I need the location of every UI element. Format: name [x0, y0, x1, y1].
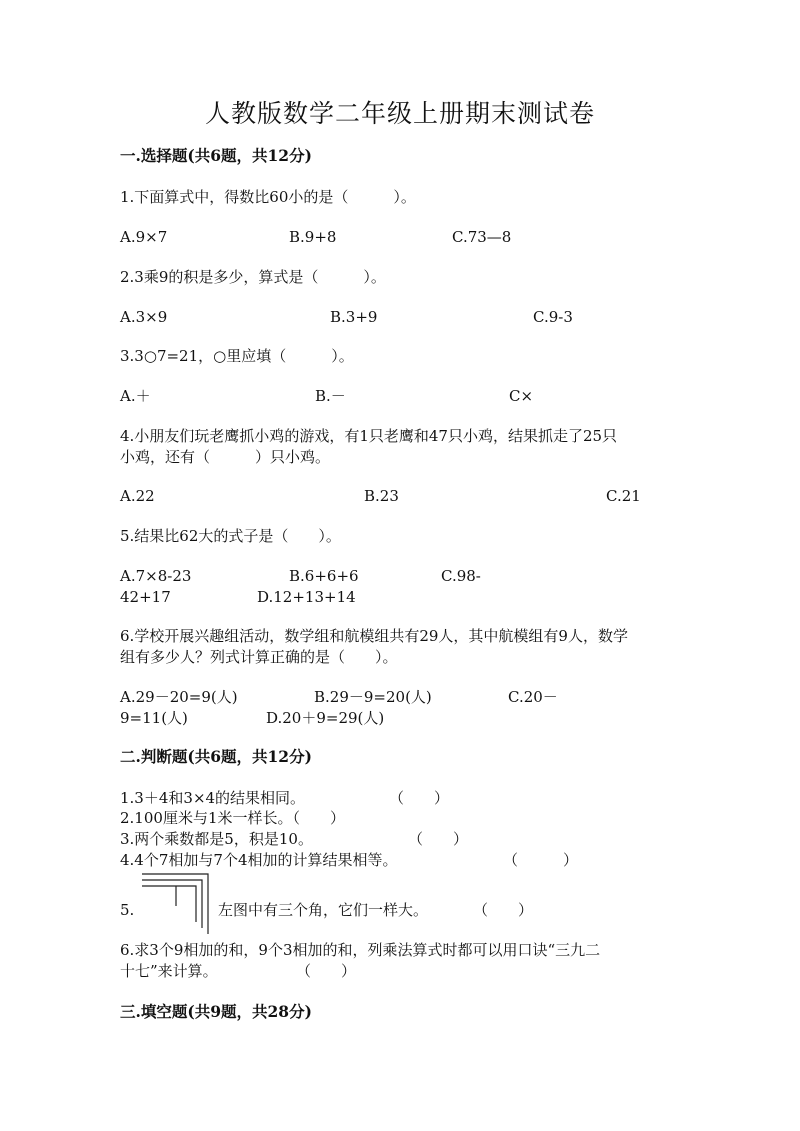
question-4-stem-line2: 小鸡，还有（ ）只小鸡。 [120, 448, 331, 466]
question-5-option-a: A.7×8-23 [120, 567, 192, 585]
question-5-option-c-cont: 42+17 [120, 588, 171, 606]
question-2-option-c: C.9-3 [533, 308, 573, 326]
question-5-option-c: C.98- [441, 567, 481, 585]
judgment-6-paren: （ ） [296, 962, 357, 980]
question-4-stem-line1: 4.小朋友们玩老鹰抓小鸡的游戏，有1只老鹰和47只小鸡，结果抓走了25只 [120, 427, 618, 445]
question-4-option-c: C.21 [606, 487, 641, 505]
judgment-6-line1: 6.求3个9相加的和，9个3相加的和，列乘法算式时都可以用口诀“三九二 [120, 941, 601, 959]
judgment-4-text: 4.4个7相加与7个4相加的计算结果相等。 [120, 851, 398, 869]
judgment-2-text: 2.100厘米与1米一样长。（ ） [120, 809, 345, 827]
judgment-5-text: 左图中有三个角，它们一样大。 [218, 901, 429, 919]
judgment-6-line2: 十七”来计算。 [120, 962, 218, 980]
question-6-option-c: C.20－ [508, 688, 558, 706]
question-6-stem-line2: 组有多少人？列式计算正确的是（ ）。 [120, 648, 398, 666]
question-1-option-a: A.9×7 [120, 228, 168, 246]
question-3-option-b: B.－ [315, 387, 346, 405]
question-1-stem: 1.下面算式中，得数比60小的是（ ）。 [120, 188, 416, 206]
question-4-option-b: B.23 [364, 487, 399, 505]
section-heading-fill: 三.填空题(共9题，共28分) [120, 1002, 312, 1021]
question-6-option-d: D.20＋9=29(人) [266, 709, 385, 727]
question-6-option-b: B.29－9=20(人) [314, 688, 432, 706]
question-3-option-a: A.＋ [120, 387, 151, 405]
question-2-option-b: B.3+9 [330, 308, 378, 326]
question-2-stem: 2.3乘9的积是多少，算式是（ ）。 [120, 268, 386, 286]
judgment-3-paren: （ ） [408, 830, 469, 848]
section-heading-judgment: 二.判断题(共6题，共12分) [120, 747, 312, 766]
page-title: 人教版数学二年级上册期末测试卷 [204, 99, 595, 128]
question-6-option-a: A.29－20=9(人) [120, 688, 238, 706]
judgment-4-paren: （ ） [503, 851, 579, 869]
judgment-3-text: 3.两个乘数都是5，积是10。 [120, 830, 313, 848]
question-3-option-c: C× [509, 387, 534, 405]
question-6-stem-line1: 6.学校开展兴趣组活动，数学组和航模组共有29人，其中航模组有9人，数学 [120, 627, 628, 645]
question-5-stem: 5.结果比62大的式子是（ ）。 [120, 527, 341, 545]
judgment-5-paren: （ ） [473, 901, 534, 919]
nested-angles-figure [140, 872, 212, 936]
question-5-option-d: D.12+13+14 [257, 588, 356, 606]
question-1-option-c: C.73—8 [452, 228, 512, 246]
question-5-option-b: B.6+6+6 [289, 567, 359, 585]
question-4-option-a: A.22 [120, 487, 155, 505]
judgment-1-text: 1.3＋4和3×4的结果相同。 [120, 789, 306, 807]
question-6-option-c-cont: 9=11(人) [120, 709, 188, 727]
section-heading-choice: 一.选择题(共6题，共12分) [120, 146, 312, 165]
question-2-option-a: A.3×9 [120, 308, 168, 326]
judgment-1-paren: （ ） [389, 789, 450, 807]
question-3-stem: 3.3○7=21，○里应填（ ）。 [120, 347, 354, 365]
question-1-option-b: B.9+8 [289, 228, 337, 246]
judgment-5-number: 5. [120, 901, 135, 919]
